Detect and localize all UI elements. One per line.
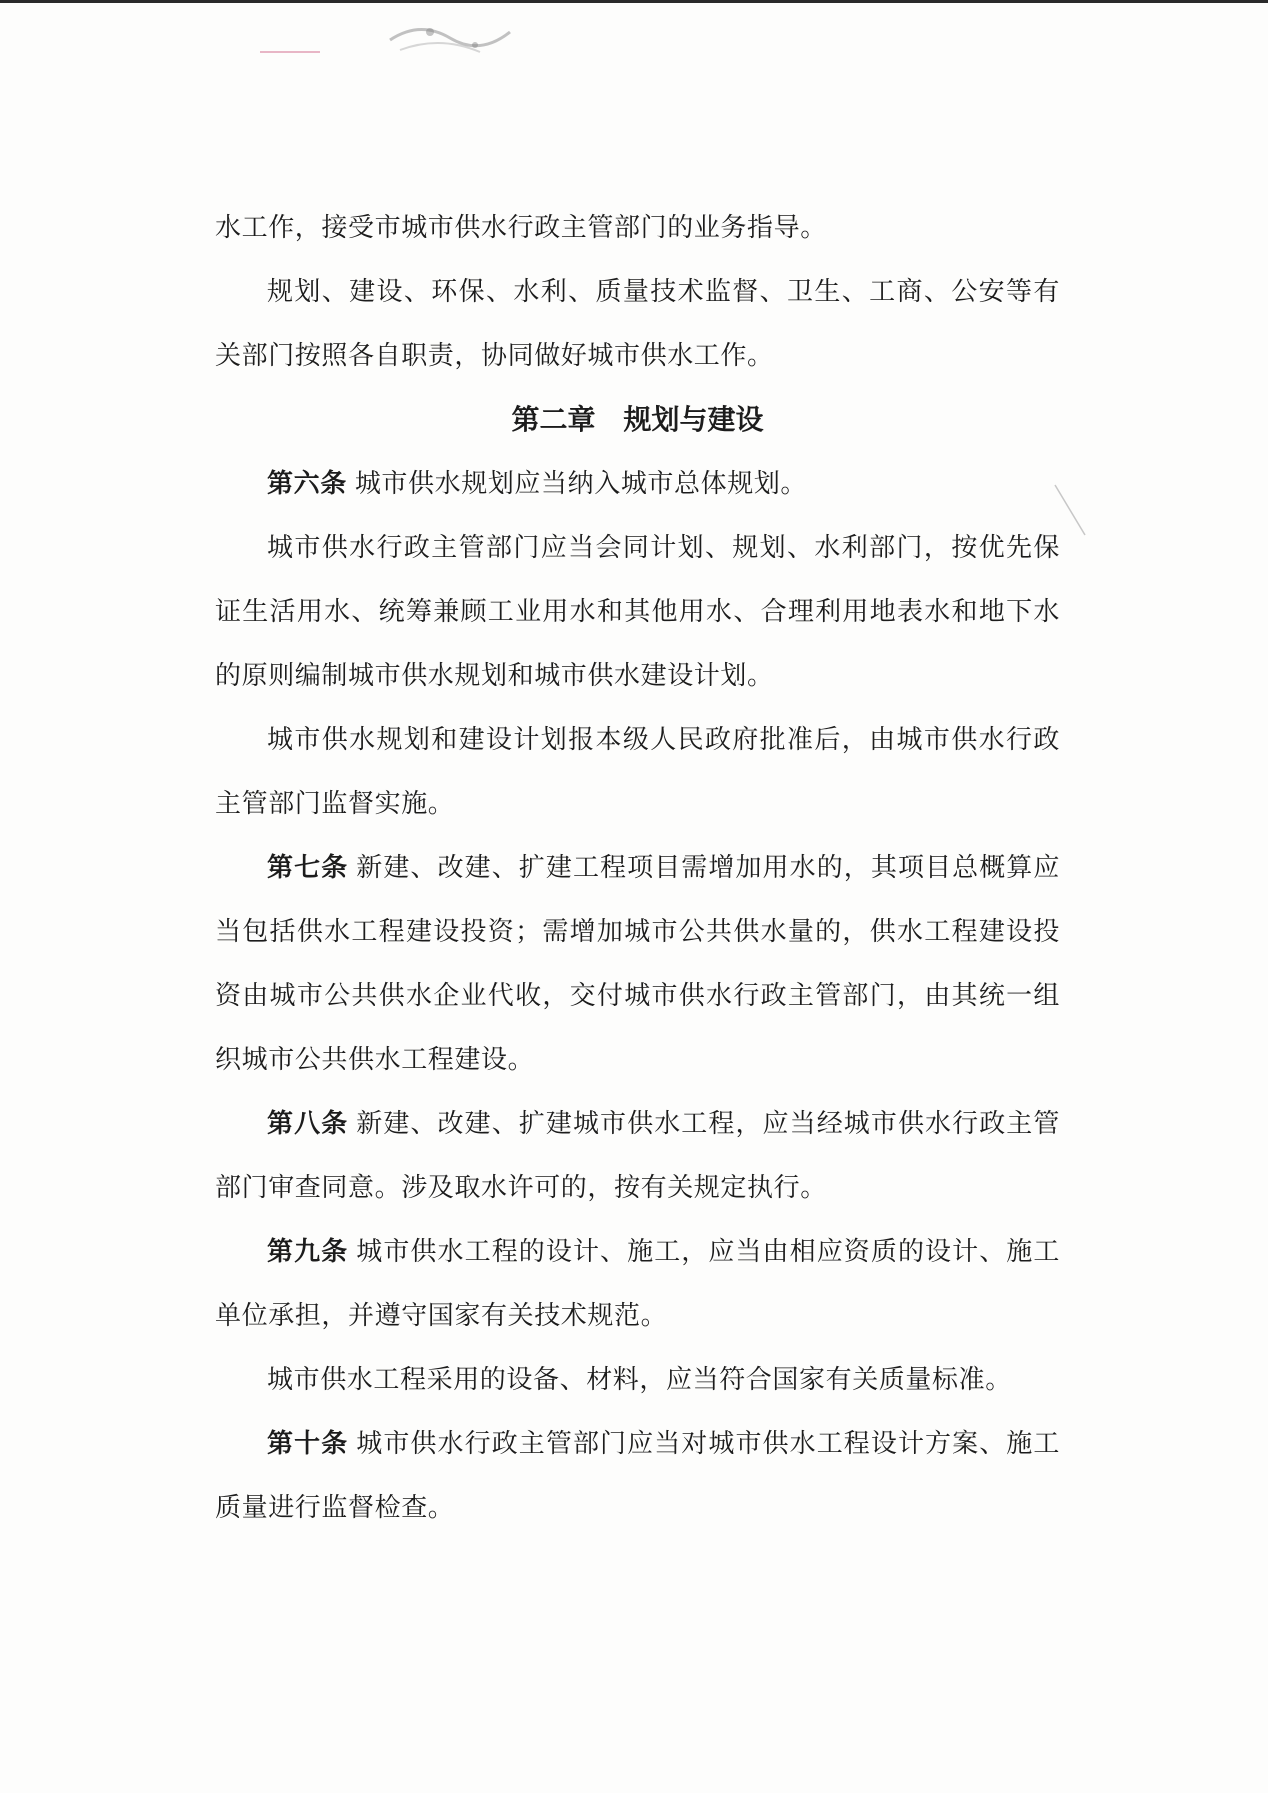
scan-pink-mark [260,48,320,56]
paragraph-2: 规划、建设、环保、水利、质量技术监督、卫生、工商、公安等有关部门按照各自职责，协同做好城市供水工作。 [215,277,1060,371]
article-9 [215,1220,1060,1348]
chapter-heading: 第二章 规划与建设 [511,403,764,436]
paragraph-approval: 城市供水规划和建设计划报本级人民政府批准后，由城市供水行政主管部门监督实施。 [215,725,1060,819]
scan-top-edge [0,0,1268,3]
article-6-text: 城市供水规划应当纳入城市总体规划。 [354,469,808,499]
article-6 [215,452,1060,516]
article-7 [215,836,1060,1092]
paragraph-1: 水工作，接受市城市供水行政主管部门的业务指导。 [215,213,827,243]
article-8-title: 第八条 [267,1109,349,1139]
article-10 [215,1412,1060,1540]
article-10-text: 城市供水行政主管部门应当对城市供水工程设计方案、施工质量进行监督检查。 [215,1429,1060,1523]
article-9-title: 第九条 [267,1237,349,1267]
article-6-title: 第六条 [267,469,347,499]
article-9-text: 城市供水工程的设计、施工，应当由相应资质的设计、施工单位承担，并遵守国家有关技术规范。 [215,1237,1060,1331]
document-body [215,196,1060,1540]
article-8 [215,1092,1060,1220]
article-10-title: 第十条 [267,1429,349,1459]
paragraph-planning: 城市供水行政主管部门应当会同计划、规划、水利部门，按优先保证生活用水、统筹兼顾工业用水和其他用水、合理利用地表水和地下水的原则编制城市供水规划和城市供水建设计划。 [215,533,1060,691]
article-8-text: 新建、改建、扩建城市供水工程，应当经城市供水行政主管部门审查同意。涉及取水许可的，按有关规定执行。 [215,1109,1060,1203]
scan-smudge-mark [380,10,540,70]
paragraph-equipment: 城市供水工程采用的设备、材料，应当符合国家有关质量标准。 [267,1365,1012,1395]
article-7-text: 新建、改建、扩建工程项目需增加用水的，其项目总概算应当包括供水工程建设投资；需增加城市公共供水量的，供水工程建设投资由城市公共供水企业代收，交付城市供水行政主管部门，由其统一组织城市公共供水工程建设。 [215,853,1060,1075]
article-7-title: 第七条 [267,853,349,883]
